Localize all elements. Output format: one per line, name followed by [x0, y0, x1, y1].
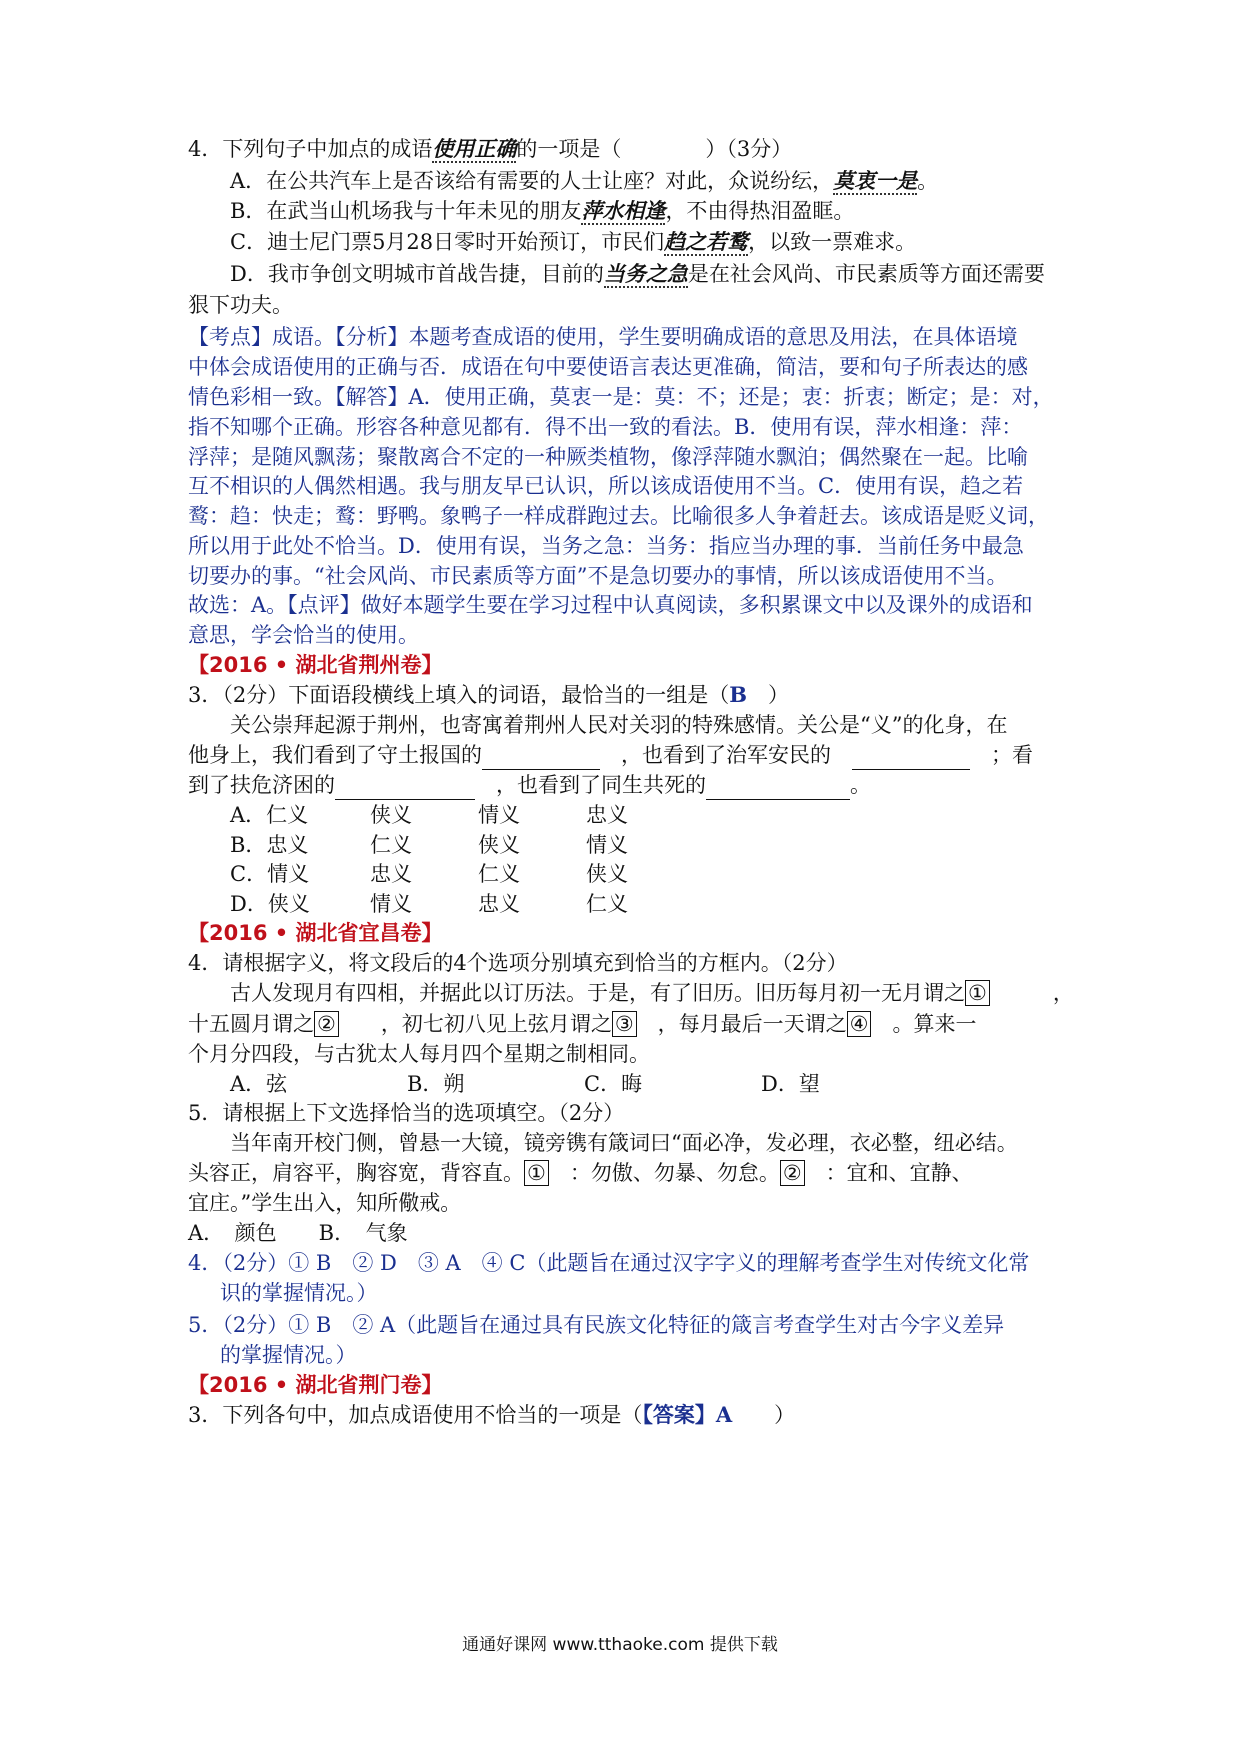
stem-text: 3．（2分）下面语段横线上填入的词语，最恰当的一组是（ — [188, 683, 730, 707]
passage-line — [188, 978, 1074, 1008]
page-footer: 通通好课网 www.tthaoke.com 提供下载 — [462, 1635, 778, 1655]
option-cell: 仁义 — [586, 892, 628, 916]
option-text: D．我市争创文明城市首战告捷，目前的 — [230, 262, 604, 286]
option-text: ，不由得热泪盈眶。 — [665, 199, 855, 223]
option-text: ，以致一票难求。 — [748, 230, 917, 254]
answer-line: 的掌握情况。） — [220, 1343, 357, 1367]
passage-text: ， — [989, 981, 1074, 1005]
passage-text: 古人发现月有四相，并据此以订历法。于是，有了旧历。旧历每月初一无月谓之 — [230, 981, 965, 1005]
option-cell: 仁义 — [478, 862, 520, 886]
option-row — [188, 859, 628, 889]
passage-text: ，每月最后一天谓之 — [636, 1012, 847, 1036]
passage-text: ：勿傲、勿暴、勿怠。 — [548, 1161, 780, 1185]
answer-box[interactable]: ① — [965, 980, 990, 1006]
analysis-line: 浮萍；是随风飘荡；聚散离合不定的一种厥类植物，像浮萍随水飘泊；偶然聚在一起。比喻 — [188, 445, 1028, 469]
analysis-line: 情色彩相一致。【解答】A．使用正确，莫衷一是：莫：不；还是；衷：折衷；断定；是：对， — [188, 385, 1054, 409]
stem-text: 3．下列各句中，加点成语使用不恰当的一项是（ — [188, 1403, 643, 1427]
option-cell: 侠义 — [586, 862, 628, 886]
passage-line: 关公崇拜起源于荆州，也寄寓着荆州人民对关羽的特殊感情。关公是“义”的化身，在 — [230, 713, 1008, 737]
dotted-idiom: 萍水相逢 — [581, 198, 666, 223]
option-cell: 情义 — [586, 833, 628, 857]
question-4-stem: 4．请根据字义，将文段后的4个选项分别填充到恰当的方框内。（2分） — [188, 951, 848, 975]
dotted-idiom: 莫衷一是 — [833, 168, 918, 193]
answer-line: 5．（2分）① B ② A（此题旨在通过具有民族文化特征的箴言考查学生对古今字义差异 — [188, 1313, 1005, 1337]
option-row — [188, 800, 628, 830]
passage-text: 十五圆月谓之 — [188, 1012, 314, 1036]
answer-box[interactable]: ④ — [847, 1011, 872, 1037]
passage-text: 到了扶危济困的 — [188, 773, 335, 797]
option-cell: 忠义 — [478, 892, 520, 916]
passage-line — [188, 1158, 973, 1188]
analysis-line: 【考点】成语。【分析】本题考查成语的使用，学生要明确成语的意思及用法，在具体语境 — [188, 325, 1018, 349]
option-cell: 忠义 — [370, 862, 412, 886]
answer-line: 识的掌握情况。） — [220, 1281, 378, 1305]
option-a — [188, 166, 938, 196]
analysis-line: 中体会成语使用的正确与否．成语在句中要使语言表达更准确，简洁，要和句子所表达的感 — [188, 355, 1028, 379]
option-d-continued: 狠下功夫。 — [188, 293, 293, 317]
answer-box[interactable]: ② — [780, 1160, 805, 1186]
option-cell: C．晦 — [584, 1072, 643, 1096]
passage-text: ，也看到了同生共死的 — [496, 773, 706, 797]
fill-blank[interactable] — [482, 747, 600, 770]
section-heading-yichang: 【2016 • 湖北省宜昌卷】 — [188, 921, 443, 945]
passage-text: 。算来一 — [871, 1012, 977, 1036]
option-cell: B．朔 — [407, 1072, 465, 1096]
passage-line — [188, 1009, 976, 1039]
answer-box[interactable]: ① — [524, 1160, 549, 1186]
option-cell: 忠义 — [586, 803, 628, 827]
passage-line: 当年南开校门侧，曾悬一大镜，镜旁镌有箴词曰“面必净，发必理，衣必整，纽必结。 — [230, 1131, 1018, 1155]
option-cell: D．侠义 — [230, 892, 310, 916]
stem-text: 的一项是（ ）（3分） — [516, 137, 793, 161]
answer-line: 4．（2分）① B ② D ③ A ④ C（此题旨在通过汉字字义的理解考查学生对传统文化常 — [188, 1251, 1030, 1275]
option-text: 。 — [917, 169, 939, 193]
analysis-line: 互不相识的人偶然相遇。我与朋友早已认识，所以该成语使用不当。C．使用有误，趋之若 — [188, 474, 1024, 498]
fill-blank[interactable] — [335, 777, 475, 800]
option-c — [188, 227, 916, 257]
analysis-line: 指不知哪个正确。形容各种意见都有．得不出一致的看法。B．使用有误，萍水相逢：萍： — [188, 415, 1023, 439]
passage-text: ：宜和、宜静、 — [804, 1161, 973, 1185]
option-cell: 情义 — [370, 892, 412, 916]
option-text: B．在武当山机场我与十年未见的朋友 — [230, 199, 582, 223]
option-cell: B．忠义 — [230, 833, 309, 857]
answer-box[interactable]: ③ — [612, 1011, 637, 1037]
option-row — [188, 1069, 820, 1099]
answer-label: 【答案】A — [642, 1402, 733, 1427]
question-3-stem — [188, 680, 789, 710]
answer-letter: B — [729, 682, 747, 707]
section-heading-jingzhou: 【2016 • 湖北省荆州卷】 — [188, 653, 443, 677]
option-b — [188, 196, 854, 226]
passage-text: 。 — [850, 773, 871, 797]
analysis-line: 切要办的事。“社会风尚、市民素质等方面”不是急切要办的事情，所以该成语使用不当。 — [188, 564, 1008, 588]
option-cell: 情义 — [478, 803, 520, 827]
passage-line: 个月分四段，与古犹太人每月四个星期之制相同。 — [188, 1042, 650, 1066]
question-4-stem — [188, 134, 792, 164]
passage-line: 宜庄。”学生出入，知所儆戒。 — [188, 1191, 462, 1215]
option-cell: 仁义 — [370, 833, 412, 857]
dotted-emphasis: 使用正确 — [432, 136, 517, 161]
option-cell: A．仁义 — [230, 803, 309, 827]
analysis-line: 所以用于此处不恰当。D．使用有误，当务之急：当务：指应当办理的事．当前任务中最急 — [188, 534, 1024, 558]
option-cell: 侠义 — [478, 833, 520, 857]
option-row — [188, 830, 628, 860]
fill-blank[interactable] — [852, 747, 970, 770]
passage-text: 他身上，我们看到了守土报国的 — [188, 743, 482, 767]
passage-text: ，初七初八见上弦月谓之 — [338, 1012, 612, 1036]
analysis-line: 意思，学会恰当的使用。 — [188, 623, 419, 647]
passage-line — [188, 740, 1033, 770]
stem-text: ） — [732, 1403, 796, 1427]
option-cell: C．情义 — [230, 862, 310, 886]
analysis-line: 故选：A。【点评】做好本题学生要在学习过程中认真阅读，多积累课文中以及课外的成语和 — [188, 593, 1033, 617]
stem-text: 4．下列句子中加点的成语 — [188, 137, 433, 161]
question-5-stem: 5．请根据上下文选择恰当的选项填空。（2分） — [188, 1101, 625, 1125]
passage-text: ；看 — [991, 743, 1033, 767]
dotted-idiom: 趋之若鹜 — [664, 229, 749, 254]
passage-line — [188, 770, 871, 800]
option-d — [188, 259, 1045, 289]
fill-blank[interactable] — [706, 777, 850, 800]
question-3-stem — [188, 1400, 795, 1430]
analysis-line: 鹜：趋：快走；鹜：野鸭。象鸭子一样成群跑过去。比喻很多人争着赶去。该成语是贬义词， — [188, 504, 1049, 528]
stem-text: ） — [746, 683, 789, 707]
option-text: C．迪士尼门票5月28日零时开始预订，市民们 — [230, 230, 665, 254]
dotted-idiom: 当务之急 — [603, 261, 688, 286]
passage-text: ，也看到了治军安民的 — [621, 743, 831, 767]
passage-text: 头容正，肩容平，胸容宽，背容直。 — [188, 1161, 524, 1185]
option-cell: D．望 — [761, 1072, 820, 1096]
option-cell: A．弦 — [230, 1072, 288, 1096]
section-heading-jingmen: 【2016 • 湖北省荆门卷】 — [188, 1373, 443, 1397]
answer-box[interactable]: ② — [314, 1011, 339, 1037]
option-row — [188, 889, 628, 919]
option-text: 是在社会风尚、市民素质等方面还需要 — [687, 262, 1045, 286]
option-row: A． 颜色 B． 气象 — [188, 1221, 408, 1245]
option-cell: 侠义 — [370, 803, 412, 827]
option-text: A．在公共汽车上是否该给有需要的人士让座？对此，众说纷纭， — [230, 169, 834, 193]
